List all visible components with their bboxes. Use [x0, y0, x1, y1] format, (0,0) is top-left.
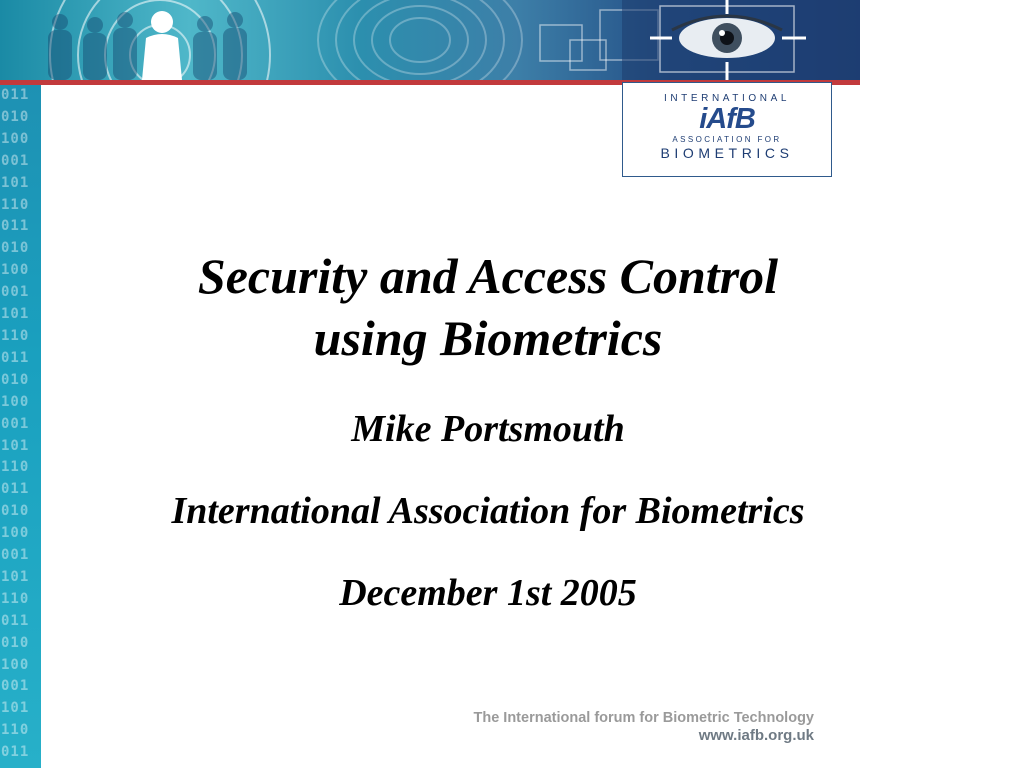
- iafb-logo: [622, 82, 832, 177]
- footer-url-link[interactable]: www.iafb.org.uk: [698, 727, 814, 744]
- organization-name: International Association for Biometrics: [171, 490, 805, 532]
- logo-bottom-text: BIOMETRICS: [660, 145, 794, 161]
- header-banner: [0, 0, 860, 80]
- logo-mark: iAfB: [699, 103, 755, 135]
- logo-sub-text: ASSOCIATION FOR: [672, 135, 782, 144]
- slide-title: [60, 245, 916, 369]
- title-line-1: Security and Access Control: [197, 248, 779, 304]
- person-silhouette-graphic: [142, 11, 182, 80]
- presentation-date: December 1st 2005: [339, 572, 637, 614]
- author-name: Mike Portsmouth: [351, 408, 625, 450]
- footer: [473, 709, 814, 745]
- binary-digits: 011 010 100 001 101 110 011 010 100 001 101 110 011 010 100 001 101 110 011 010 100 001 101 110 011 010 100 001 101 110 011: [1, 87, 30, 761]
- fingerprint-graphic: [318, 0, 522, 80]
- title-line-2: using Biometrics: [313, 310, 663, 366]
- banner-graphic: [0, 0, 860, 80]
- logo-top-text: INTERNATIONAL: [663, 93, 791, 104]
- binary-sidebar: [0, 85, 41, 768]
- footer-tagline: The International forum for Biometric Technology: [473, 710, 814, 726]
